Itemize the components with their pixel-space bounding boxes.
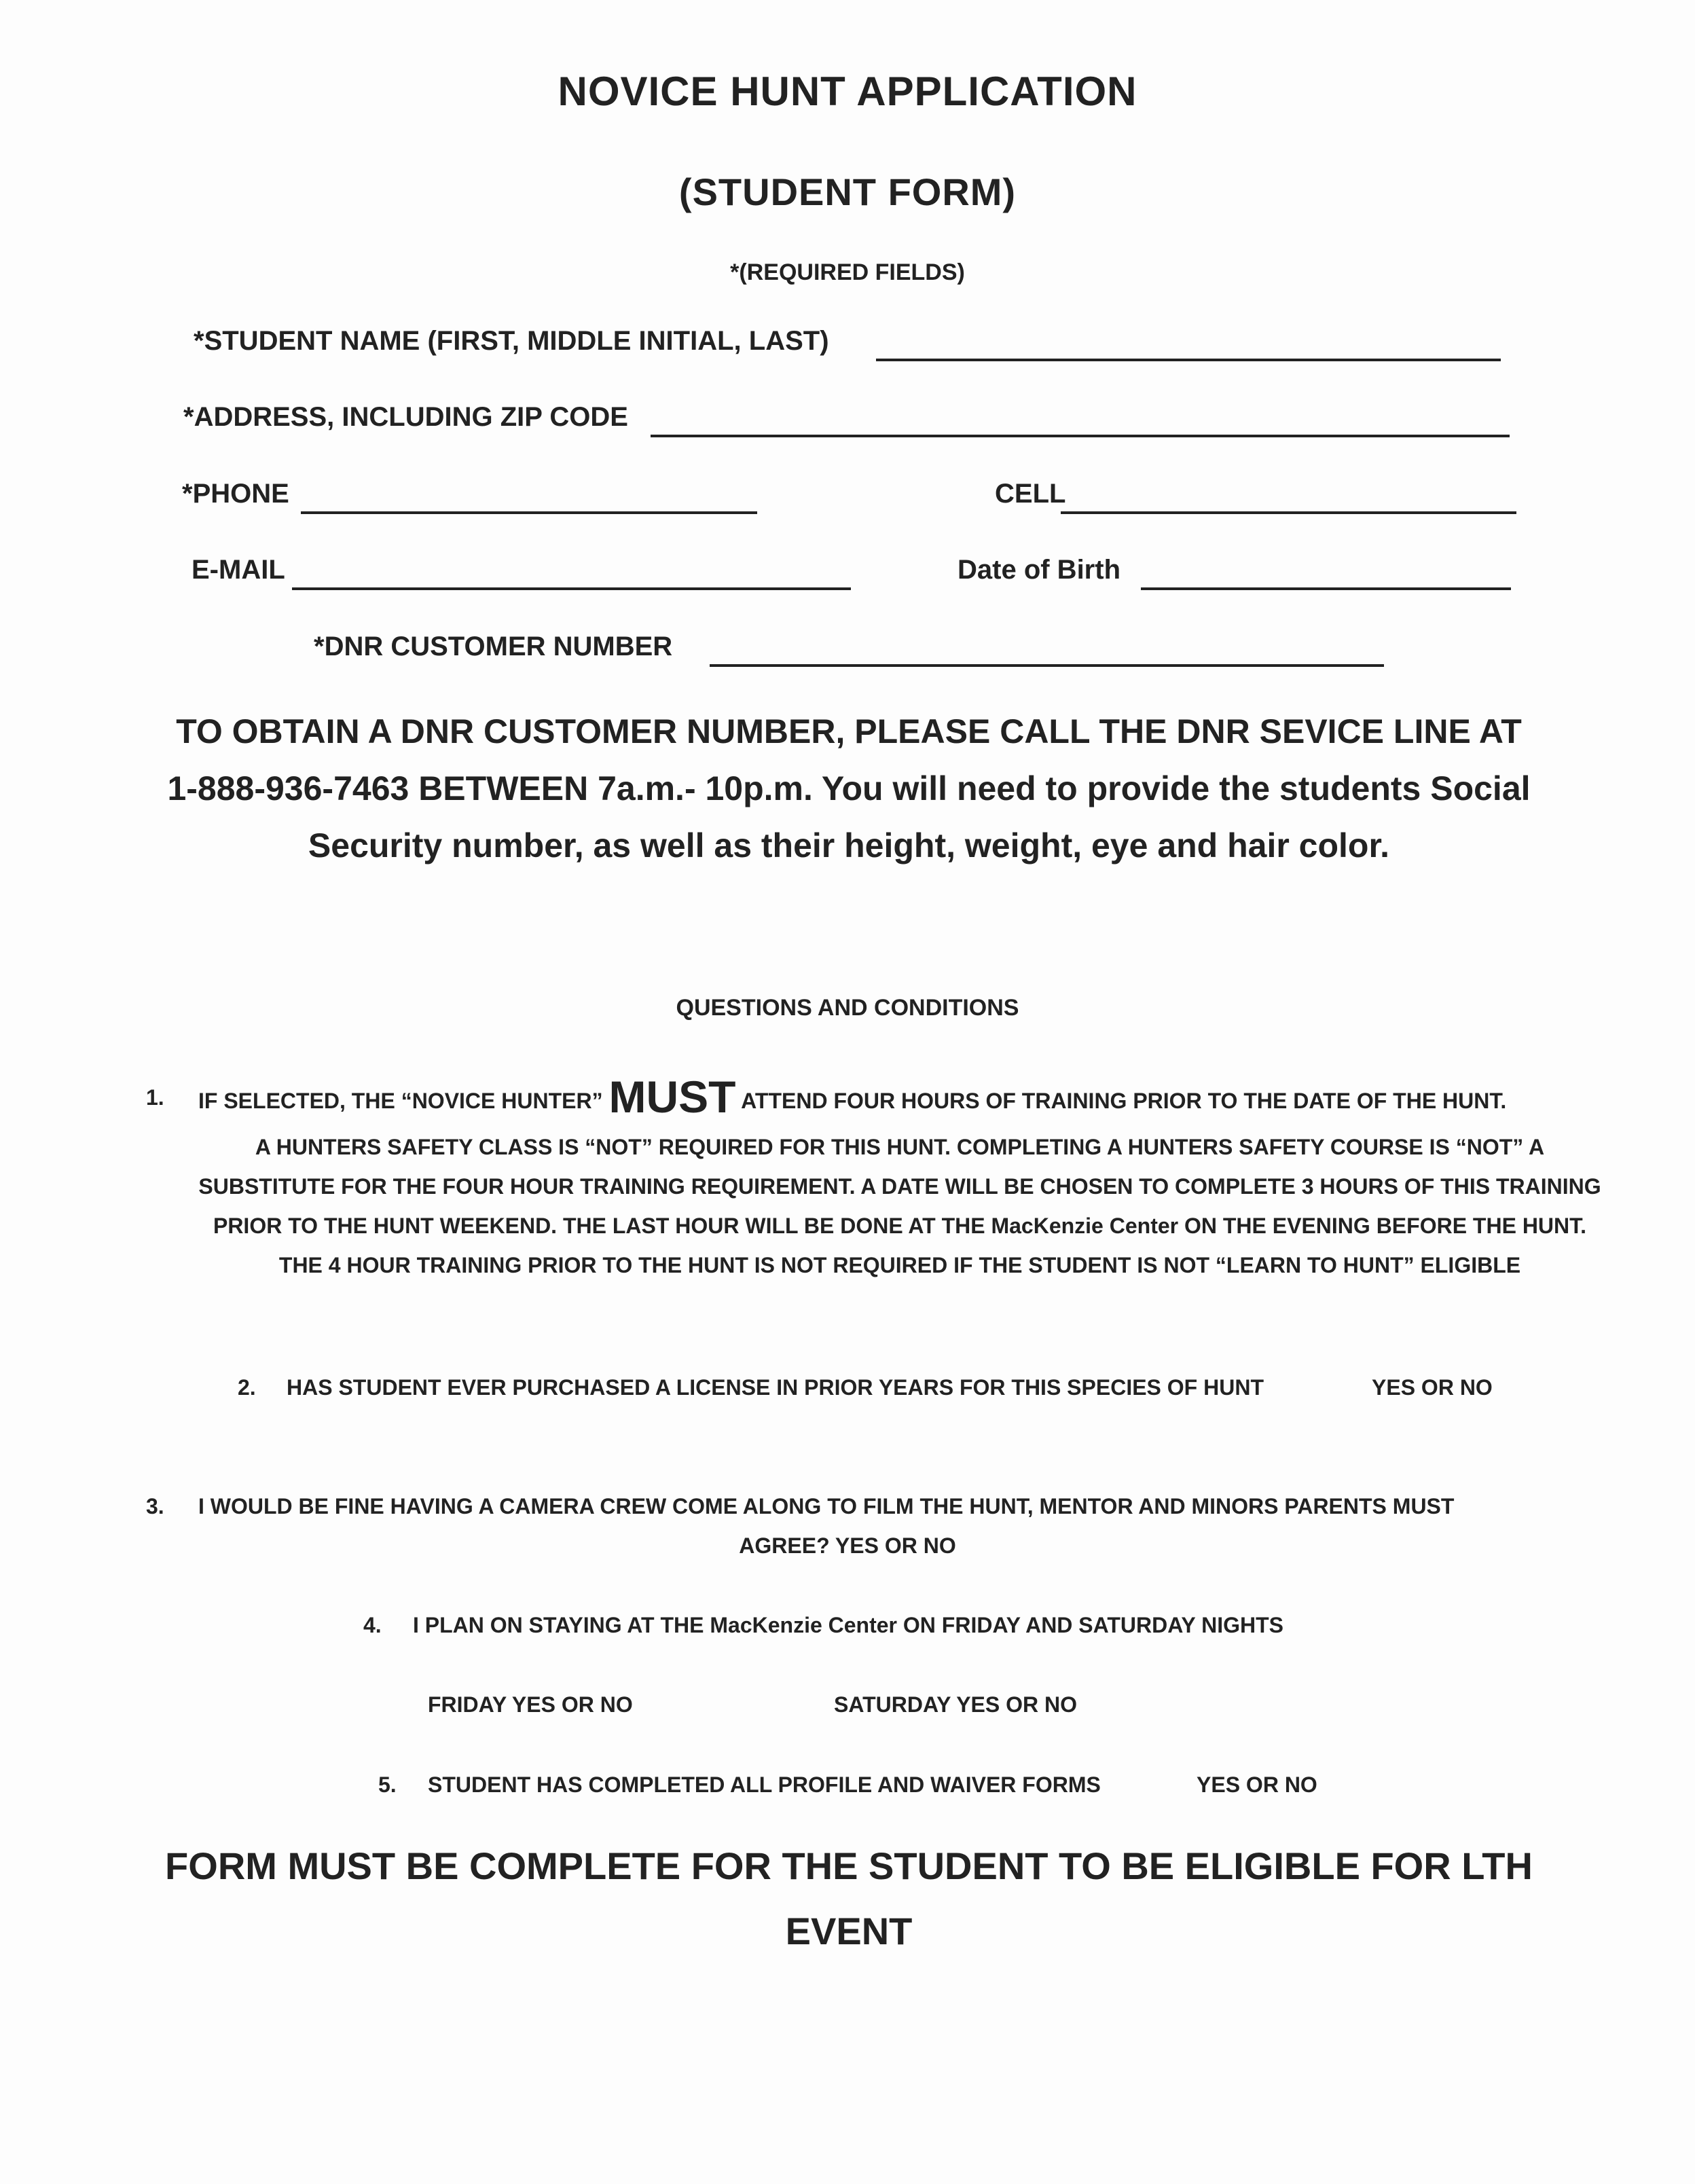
dob-label: Date of Birth	[958, 555, 1120, 585]
saturday-answer[interactable]: SATURDAY YES OR NO	[834, 1692, 1078, 1717]
question-4-number: 4.	[363, 1613, 382, 1637]
student-name-field[interactable]	[876, 359, 1501, 361]
dnr-notice-line: TO OBTAIN A DNR CUSTOMER NUMBER, PLEASE CALL THE DNR SEVICE LINE AT	[176, 712, 1522, 750]
cell-field[interactable]	[1061, 511, 1516, 514]
question-5-text: STUDENT HAS COMPLETED ALL PROFILE AND WAIVER FORMS	[428, 1772, 1101, 1797]
student-name-label: *STUDENT NAME (FIRST, MIDDLE INITIAL, LAST)	[194, 326, 829, 356]
dob-field[interactable]	[1141, 587, 1511, 590]
question-1-text-before: IF SELECTED, THE “NOVICE HUNTER”	[198, 1089, 603, 1113]
question-3-number: 3.	[146, 1494, 164, 1518]
phone-field[interactable]	[301, 511, 757, 514]
cell-label: CELL	[995, 479, 1066, 509]
dnr-notice	[102, 703, 1596, 874]
must-emphasis: MUST	[608, 1072, 736, 1122]
dnr-number-label: *DNR CUSTOMER NUMBER	[314, 632, 673, 661]
friday-answer[interactable]: FRIDAY YES OR NO	[428, 1692, 633, 1717]
completion-notice	[136, 1834, 1562, 1964]
phone-label: *PHONE	[182, 479, 289, 509]
completion-notice-line: FORM MUST BE COMPLETE FOR THE STUDENT TO BE ELIGIBLE FOR LTH	[165, 1844, 1533, 1887]
address-label: *ADDRESS, INCLUDING ZIP CODE	[183, 402, 628, 432]
questions-heading: QUESTIONS AND CONDITIONS	[676, 995, 1019, 1021]
question-2-number: 2.	[238, 1375, 256, 1400]
question-3-answer[interactable]: AGREE? YES OR NO	[739, 1533, 956, 1558]
email-label: E-MAIL	[192, 555, 285, 585]
dnr-notice-line: 1-888-936-7463 BETWEEN 7a.m.- 10p.m. You will need to provide the students Social	[167, 769, 1531, 807]
question-2-answer[interactable]: YES OR NO	[1372, 1375, 1493, 1400]
question-1-intro	[198, 1070, 1506, 1128]
question-1-body: A HUNTERS SAFETY CLASS IS “NOT” REQUIRED FOR THIS HUNT. COMPLETING A HUNTERS SAFETY COURSE IS “NOT” A SUBSTITUTE FOR THE FOUR HOUR TRAINING REQUIREMENT. A DATE WILL BE CHOSEN TO COMPLETE 3 HOURS OF THIS TRAINING PRIOR TO THE HUNT WEEKEND. THE LAST HOUR WILL BE DONE AT THE MacKenzie Center ON THE EVENING BEFORE THE HUNT. THE 4 HOUR TRAINING PRIOR TO THE HUNT IS NOT REQUIRED IF THE STUDENT IS NOT “LEARN TO HUNT” ELIGIBLE	[198, 1135, 1601, 1277]
question-4-text: I PLAN ON STAYING AT THE MacKenzie Center ON FRIDAY AND SATURDAY NIGHTS	[413, 1613, 1283, 1637]
form-title: NOVICE HUNT APPLICATION	[558, 69, 1137, 114]
dnr-notice-line: Security number, as well as their height, weight, eye and hair color.	[308, 826, 1390, 864]
form-subtitle: (STUDENT FORM)	[678, 170, 1017, 213]
address-field[interactable]	[651, 435, 1510, 437]
completion-notice-line: EVENT	[785, 1910, 913, 1952]
email-field[interactable]	[292, 587, 851, 590]
dnr-number-field[interactable]	[710, 664, 1384, 667]
question-5-number: 5.	[378, 1772, 397, 1797]
question-1-number: 1.	[146, 1085, 164, 1110]
question-1-text-after: ATTEND FOUR HOURS OF TRAINING PRIOR TO THE DATE OF THE HUNT.	[741, 1089, 1507, 1113]
question-3-text: I WOULD BE FINE HAVING A CAMERA CREW COME ALONG TO FILM THE HUNT, MENTOR AND MINORS PARENTS MUST	[198, 1494, 1455, 1518]
required-fields-note: *(REQUIRED FIELDS)	[730, 259, 965, 285]
question-2-text: HAS STUDENT EVER PURCHASED A LICENSE IN PRIOR YEARS FOR THIS SPECIES OF HUNT	[287, 1375, 1264, 1400]
question-5-answer[interactable]: YES OR NO	[1197, 1772, 1317, 1797]
